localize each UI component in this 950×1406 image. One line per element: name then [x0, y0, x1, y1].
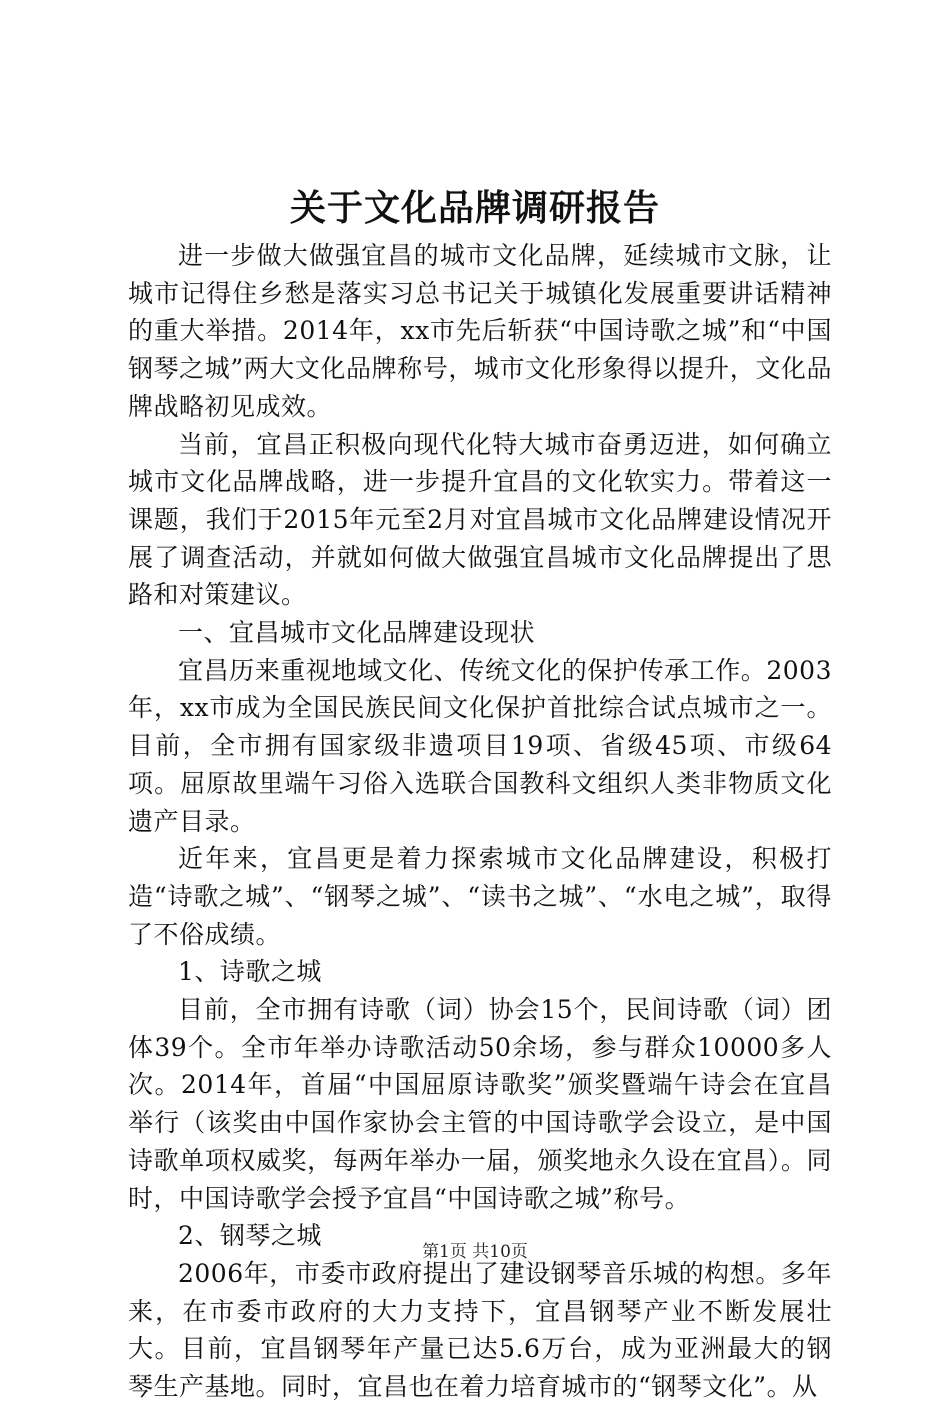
- section-heading-1: 一、宜昌城市文化品牌建设现状: [178, 618, 536, 648]
- paragraph-poetry-city: 目前，全市拥有诗歌（词）协会15个，民间诗歌（词）团体39个。全市年举办诗歌活动50余场，参与群众10000多人次。2014年，首届“中国屈原诗歌奖”颁奖暨端午诗会在宜昌举行（该奖由中国作家协会主管的中国诗歌学会设立，是中国诗歌单项权威奖，每两年举办一届，颁奖地永久设在宜昌）。同时，中国诗歌学会授予宜昌“中国诗歌之城”称号。: [128, 995, 832, 1213]
- paragraph-current-situation: 当前，宜昌正积极向现代化特大城市奋勇迈进，如何确立城市文化品牌战略，进一步提升宜昌的文化软实力。带着这一课题，我们于2015年元至2月对宜昌城市文化品牌建设情况开展了调查活动，并就如何做大做强宜昌城市文化品牌提出了思路和对策建议。: [128, 429, 832, 610]
- subheading-piano-city: 2、钢琴之城: [178, 1221, 322, 1251]
- subheading-poetry-city: 1、诗歌之城: [178, 957, 322, 987]
- document-body: [128, 237, 832, 1406]
- paragraph-recent-years: 近年来，宜昌更是着力探索城市文化品牌建设，积极打造“诗歌之城”、“钢琴之城”、“读书之城”、“水电之城”，取得了不俗成绩。: [128, 844, 832, 949]
- paragraph-heritage: 宜昌历来重视地域文化、传统文化的保护传承工作。2003年，xx市成为全国民族民间文化保护首批综合试点城市之一。目前，全市拥有国家级非遗项目19项、省级45项、市级64项。屈原故里端午习俗入选联合国教科文组织人类非物质文化遗产目录。: [128, 655, 832, 836]
- paragraph-intro: 进一步做大做强宜昌的城市文化品牌，延续城市文脉，让城市记得住乡愁是落实习总书记关于城镇化发展重要讲话精神的重大举措。2014年，xx市先后斩获“中国诗歌之城”和“中国钢琴之城”两大文化品牌称号，城市文化形象得以提升，文化品牌战略初见成效。: [128, 241, 832, 421]
- page-number-footer: 第1页 共10页: [422, 1242, 528, 1262]
- paragraph-piano-city: 2006年，市委市政府提出了建设钢琴音乐城的构想。多年来，在市委市政府的大力支持下，宜昌钢琴产业不断发展壮大。目前，宜昌钢琴年产量已达5.6万台，成为亚洲最大的钢琴生产基地。同时，宜昌也在着力培育城市的“钢琴文化”。从: [128, 1258, 832, 1402]
- document-title: 关于文化品牌调研报告: [289, 187, 660, 229]
